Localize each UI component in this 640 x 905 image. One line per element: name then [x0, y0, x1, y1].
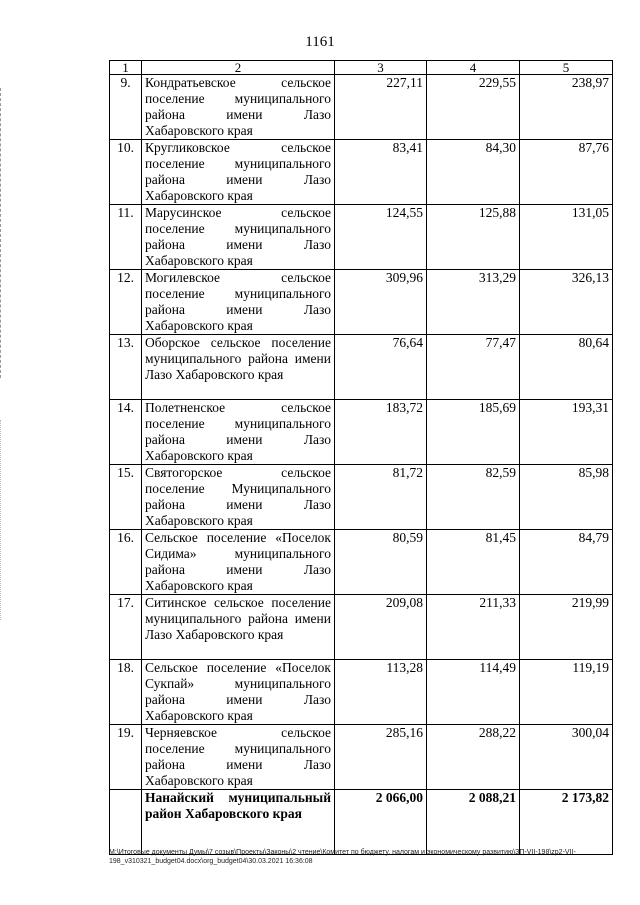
- scan-edge-mark: [0, 88, 3, 378]
- value-col-3: 83,41: [335, 140, 427, 205]
- value-col-3: 183,72: [335, 400, 427, 465]
- value-col-4: 114,49: [427, 660, 520, 725]
- settlement-name: Марусинское сельское поселение муниципального района имени Лазо Хабаровского края: [142, 205, 335, 270]
- value-col-4: 288,22: [427, 725, 520, 790]
- column-header: 1: [110, 61, 142, 75]
- row-number: 13.: [110, 335, 142, 400]
- value-col-4: 313,29: [427, 270, 520, 335]
- settlement-name: Ситинское сельское поселение муниципального района имени Лазо Хабаровского края: [142, 595, 335, 660]
- table-row: [110, 140, 613, 205]
- value-col-5: 84,79: [520, 530, 613, 595]
- column-header: 2: [142, 61, 335, 75]
- table-row: [110, 465, 613, 530]
- value-col-5: 85,98: [520, 465, 613, 530]
- value-col-3: 285,16: [335, 725, 427, 790]
- value-col-3: 124,55: [335, 205, 427, 270]
- table-row: [110, 270, 613, 335]
- table-row: [110, 725, 613, 790]
- total-col-5: 2 173,82: [520, 790, 613, 855]
- value-col-4: 185,69: [427, 400, 520, 465]
- value-col-4: 81,45: [427, 530, 520, 595]
- settlement-name: Оборское сельское поселение муниципального района имени Лазо Хабаровского края: [142, 335, 335, 400]
- row-number: 9.: [110, 75, 142, 140]
- value-col-4: 82,59: [427, 465, 520, 530]
- value-col-5: 193,31: [520, 400, 613, 465]
- settlement-name: Кругликовское сельское поселение муниципального района имени Лазо Хабаровского края: [142, 140, 335, 205]
- value-col-4: 211,33: [427, 595, 520, 660]
- settlement-name: Сельское поселение «Поселок Сидима» муниципального района имени Лазо Хабаровского края: [142, 530, 335, 595]
- column-header: 4: [427, 61, 520, 75]
- row-number: 16.: [110, 530, 142, 595]
- table-row: [110, 595, 613, 660]
- table-row: [110, 660, 613, 725]
- value-col-5: 80,64: [520, 335, 613, 400]
- row-number: [110, 790, 142, 855]
- value-col-5: 238,97: [520, 75, 613, 140]
- district-total-name: Нанайский муниципальный район Хабаровского края: [142, 790, 335, 855]
- row-number: 10.: [110, 140, 142, 205]
- row-number: 15.: [110, 465, 142, 530]
- settlement-name: Черняевское сельское поселение муниципального района имени Лазо Хабаровского края: [142, 725, 335, 790]
- page-number: 1161: [305, 34, 335, 50]
- value-col-3: 113,28: [335, 660, 427, 725]
- row-number: 14.: [110, 400, 142, 465]
- table-row: [110, 335, 613, 400]
- value-col-5: 87,76: [520, 140, 613, 205]
- value-col-4: 77,47: [427, 335, 520, 400]
- row-number: 17.: [110, 595, 142, 660]
- row-number: 18.: [110, 660, 142, 725]
- row-number: 11.: [110, 205, 142, 270]
- table-total-row: [110, 790, 613, 855]
- table-header-row: [110, 61, 613, 75]
- settlement-name: Кондратьевское сельское поселение муниципального района имени Лазо Хабаровского края: [142, 75, 335, 140]
- value-col-3: 209,08: [335, 595, 427, 660]
- table-row: [110, 400, 613, 465]
- value-col-4: 84,30: [427, 140, 520, 205]
- total-col-3: 2 066,00: [335, 790, 427, 855]
- value-col-5: 219,99: [520, 595, 613, 660]
- table-row: [110, 75, 613, 140]
- file-path-footer: M:\Итоговые документы Думы\7 созыв\Проекты\Законы\2 чтение\Комитет по бюджету, налогам и экономическому развитию\ЗП-VII-198\zp2-VII-198_v310321_budget04.docx\org_budget04\30.03.2021 16:36:08: [109, 849, 576, 865]
- settlement-name: Могилевское сельское поселение муниципального района имени Лазо Хабаровского края: [142, 270, 335, 335]
- table-row: [110, 530, 613, 595]
- row-number: 12.: [110, 270, 142, 335]
- budget-table: [109, 60, 613, 855]
- value-col-5: 119,19: [520, 660, 613, 725]
- column-header: 5: [520, 61, 613, 75]
- settlement-name: Полетненское сельское поселение муниципального района имени Лазо Хабаровского края: [142, 400, 335, 465]
- value-col-3: 309,96: [335, 270, 427, 335]
- total-col-4: 2 088,21: [427, 790, 520, 855]
- value-col-5: 131,05: [520, 205, 613, 270]
- value-col-3: 81,72: [335, 465, 427, 530]
- column-header: 3: [335, 61, 427, 75]
- settlement-name: Святогорское сельское поселение Муниципального района имени Лазо Хабаровского края: [142, 465, 335, 530]
- settlement-name: Сельское поселение «Поселок Сукпай» муниципального района имени Лазо Хабаровского края: [142, 660, 335, 725]
- table-row: [110, 205, 613, 270]
- value-col-3: 80,59: [335, 530, 427, 595]
- row-number: 19.: [110, 725, 142, 790]
- scan-edge-mark: [0, 420, 3, 620]
- value-col-3: 76,64: [335, 335, 427, 400]
- value-col-4: 229,55: [427, 75, 520, 140]
- value-col-3: 227,11: [335, 75, 427, 140]
- value-col-4: 125,88: [427, 205, 520, 270]
- value-col-5: 326,13: [520, 270, 613, 335]
- value-col-5: 300,04: [520, 725, 613, 790]
